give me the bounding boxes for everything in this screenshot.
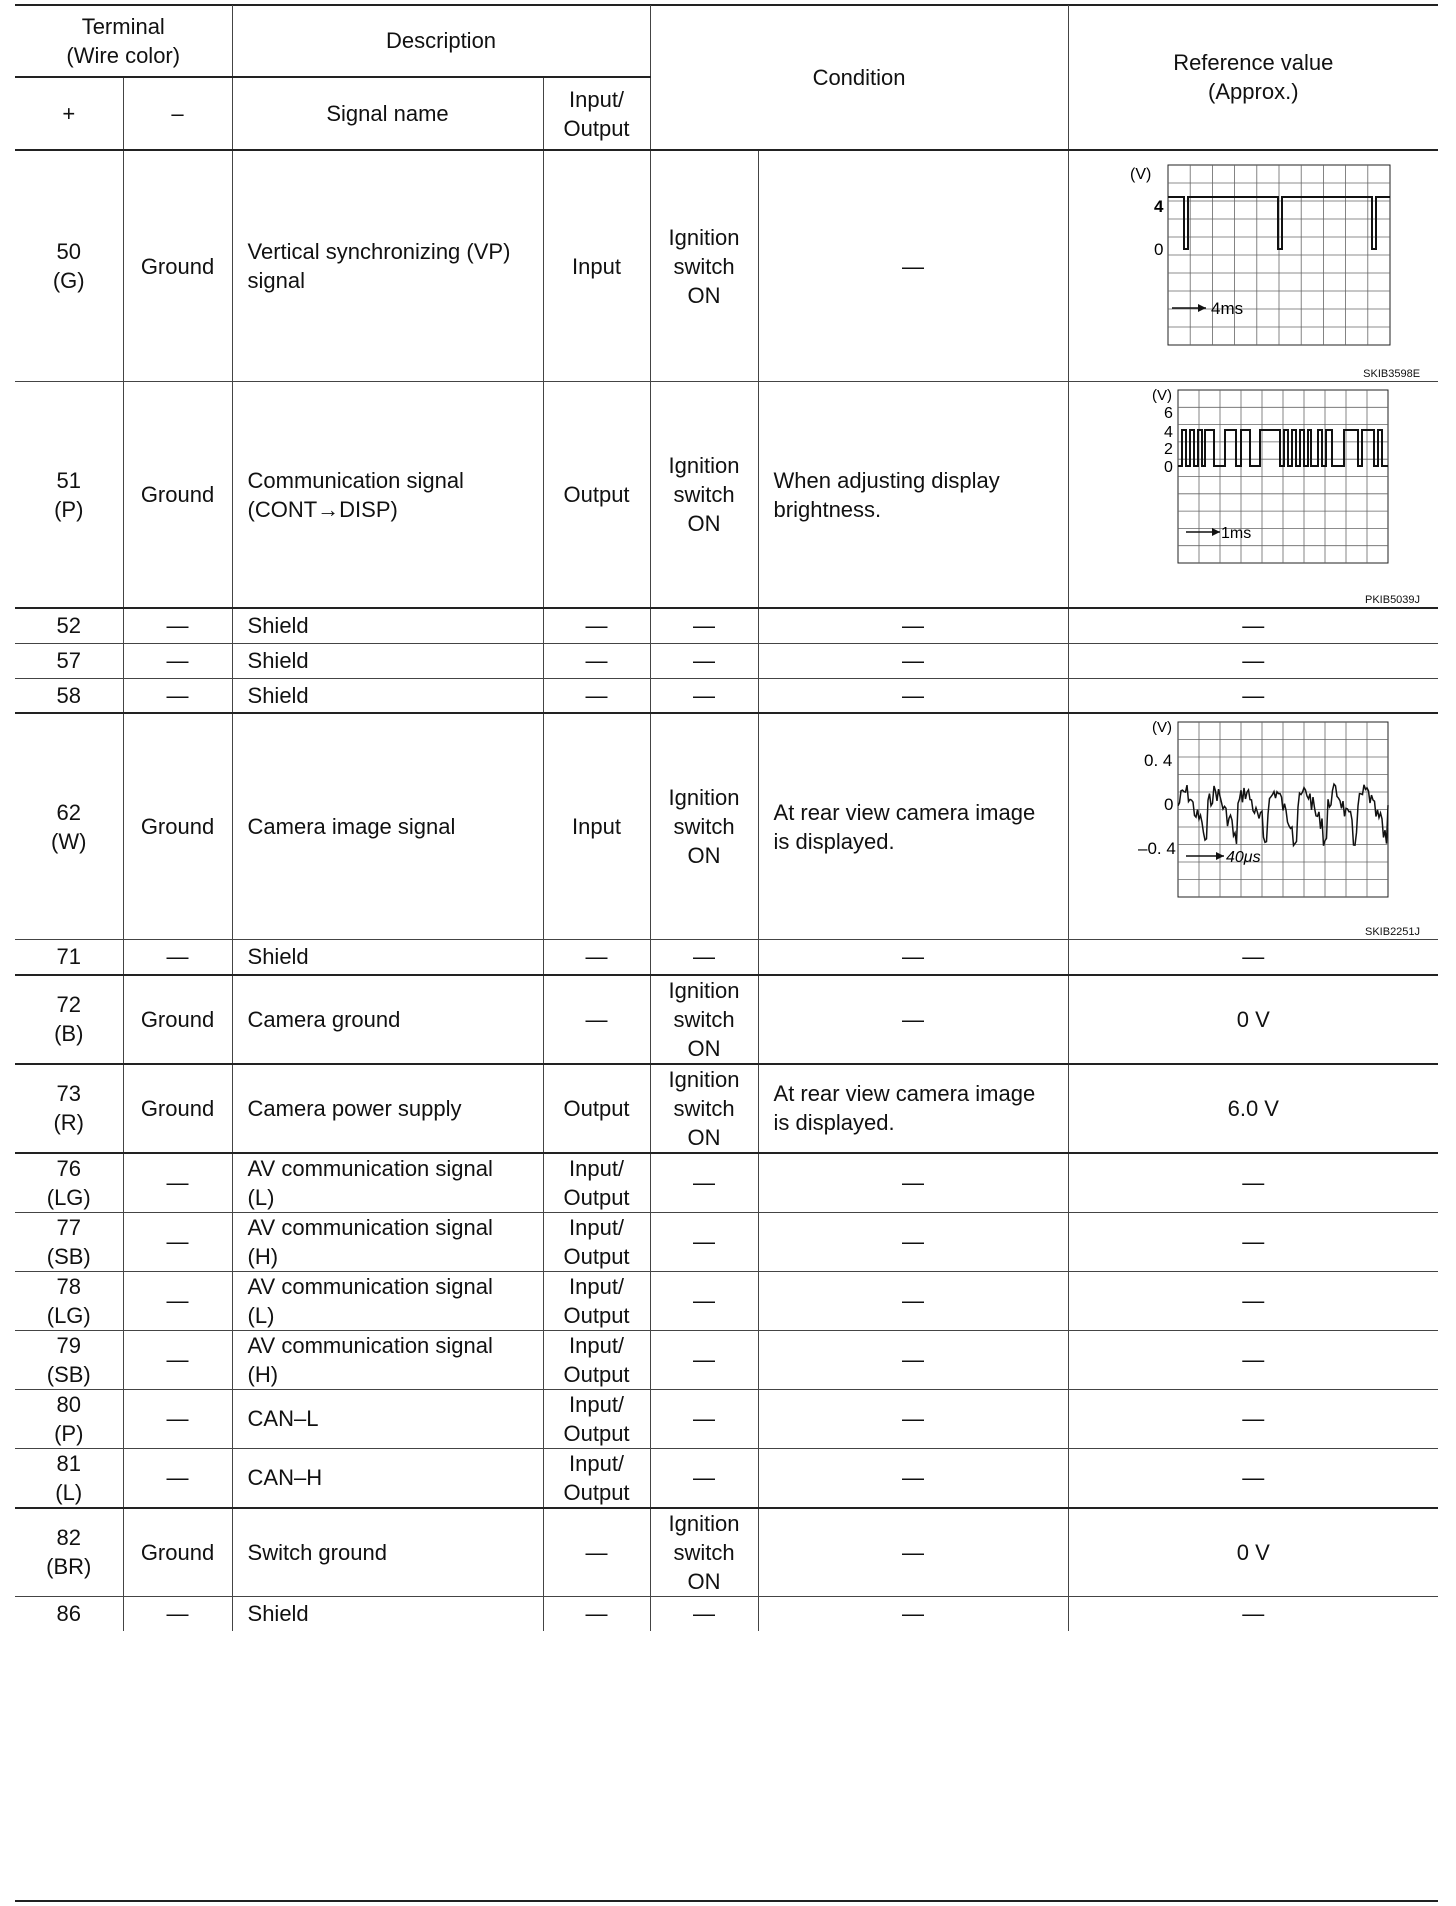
y-tick: 2 [1164, 441, 1174, 458]
condition-detail-cell [758, 1271, 1068, 1330]
reference-value-cell [1068, 1212, 1438, 1271]
signal-name-cell [232, 1153, 543, 1213]
terminal-minus-cell [123, 713, 232, 940]
input-output-cell [543, 382, 650, 609]
condition-detail-cell [758, 1448, 1068, 1508]
cell-text: — [585, 1539, 608, 1565]
cell-text: — [902, 682, 925, 708]
cell-text: — [902, 1229, 925, 1254]
table-row [15, 1330, 1438, 1389]
condition-switch-cell [650, 1389, 758, 1448]
cell-text: — [902, 1288, 925, 1313]
cell-text: — [166, 648, 189, 673]
cell-text: — [166, 1465, 189, 1490]
cell-text: 0 V [1236, 1539, 1270, 1565]
terminal-reference-table [15, 5, 1438, 1631]
condition-detail-cell [758, 678, 1068, 713]
cell-text: — [902, 1347, 925, 1372]
figure-code: PKIB5039J [1365, 594, 1421, 606]
signal-name-cell [232, 1064, 543, 1153]
terminal-plus-cell [15, 643, 123, 678]
input-output-cell [543, 643, 650, 678]
cell-text: Input/ Output [563, 1450, 630, 1505]
table-row [15, 1153, 1438, 1213]
signal-name-cell [232, 1508, 543, 1597]
cell-text: AV communication signal (L) [247, 1155, 493, 1210]
table-row [15, 1448, 1438, 1508]
cell-text: — [1242, 648, 1265, 673]
unit-label: (V) [1152, 719, 1173, 736]
condition-detail-cell [758, 150, 1068, 382]
cell-text: Ground [140, 1095, 215, 1121]
plus-header: + [15, 77, 123, 150]
terminal-minus-cell [123, 382, 232, 609]
cell-text: — [585, 1006, 608, 1032]
input-output-header: Input/ Output [543, 77, 650, 150]
table-row [15, 1508, 1438, 1597]
reference-value-cell [1068, 1508, 1438, 1597]
cell-text: At rear view camera image is displayed. [773, 799, 1036, 854]
bottom-rule [15, 1900, 1438, 1902]
description-header: Description [232, 5, 650, 77]
cell-text: Vertical synchronizing (VP) signal [247, 239, 511, 293]
table-row [15, 1064, 1438, 1153]
terminal-plus-cell [15, 975, 123, 1064]
oscilloscope-waveform-comm [1108, 382, 1398, 587]
cell-text: Ground [140, 1539, 215, 1565]
cell-text: — [693, 1347, 716, 1372]
condition-switch-cell [650, 150, 758, 382]
cell-text: — [585, 1601, 608, 1627]
reference-value-cell [1068, 150, 1438, 382]
table-row [15, 1596, 1438, 1631]
cell-text: 80 (P) [54, 1391, 84, 1446]
table-row [15, 940, 1438, 975]
cell-text: 76 (LG) [46, 1155, 91, 1210]
cell-text: Ground [140, 1006, 215, 1032]
cell-text: Input [572, 253, 621, 279]
cell-text: Input/ Output [563, 1214, 630, 1269]
terminal-minus-cell [123, 1508, 232, 1597]
cell-text: — [1242, 1288, 1265, 1313]
input-output-cell [543, 678, 650, 713]
condition-switch-cell [650, 975, 758, 1064]
cell-text: Communication signal (CONT→DISP) [247, 467, 464, 522]
cell-text: — [1242, 1465, 1265, 1490]
cell-text: — [166, 682, 189, 708]
cell-text: — [902, 1170, 925, 1195]
terminal-minus-cell [123, 1389, 232, 1448]
terminal-minus-cell [123, 678, 232, 713]
condition-detail-cell [758, 1330, 1068, 1389]
terminal-plus-cell [15, 713, 123, 940]
cell-text: — [693, 1406, 716, 1431]
terminal-plus-cell [15, 1596, 123, 1631]
reference-value-cell [1068, 1389, 1438, 1448]
cell-text: Camera power supply [247, 1095, 462, 1121]
cell-text: — [693, 648, 716, 673]
cell-text: — [166, 1406, 189, 1431]
condition-detail-cell [758, 1153, 1068, 1213]
reference-value-cell [1068, 643, 1438, 678]
y-tick: 0 [1164, 795, 1174, 814]
input-output-cell [543, 1330, 650, 1389]
cell-text: Output [563, 1095, 630, 1121]
cell-text: — [693, 1288, 716, 1313]
condition-detail-cell [758, 975, 1068, 1064]
cell-text: At rear view camera image is displayed. [773, 1081, 1036, 1135]
terminal-minus-cell [123, 1153, 232, 1213]
condition-switch-cell [650, 940, 758, 975]
cell-text: — [693, 1465, 716, 1490]
signal-name-cell [232, 940, 543, 975]
input-output-cell [543, 1271, 650, 1330]
input-output-cell [543, 1596, 650, 1631]
input-output-cell [543, 1153, 650, 1213]
signal-name-cell [232, 1448, 543, 1508]
cell-text: — [1242, 1229, 1265, 1254]
cell-text: — [1242, 613, 1265, 639]
cell-text: — [902, 613, 925, 639]
cell-text: Ignition switch ON [668, 785, 740, 868]
terminal-plus-cell [15, 608, 123, 643]
condition-switch-cell [650, 1064, 758, 1153]
time-label: 4ms [1211, 299, 1244, 318]
cell-text: Ground [140, 814, 215, 839]
cell-text: — [585, 682, 608, 708]
cell-text: — [166, 944, 189, 970]
cell-text: — [1242, 944, 1265, 970]
condition-switch-cell [650, 1508, 758, 1597]
cell-text: Shield [247, 944, 309, 970]
cell-text: Input/ Output [563, 1155, 630, 1210]
signal-name-cell [232, 608, 543, 643]
cell-text: Output [563, 482, 630, 507]
signal-name-cell [232, 1271, 543, 1330]
terminal-plus-cell [15, 1448, 123, 1508]
terminal-minus-cell [123, 150, 232, 382]
cell-text: 86 [56, 1601, 81, 1627]
signal-name-cell [232, 1212, 543, 1271]
table-row [15, 382, 1438, 609]
cell-text: — [693, 1601, 716, 1627]
terminal-minus-cell [123, 643, 232, 678]
input-output-cell [543, 1389, 650, 1448]
y-tick: 6 [1164, 405, 1174, 422]
condition-switch-cell [650, 713, 758, 940]
reference-value-cell [1068, 608, 1438, 643]
table-row [15, 713, 1438, 940]
condition-header: Condition [650, 5, 1068, 150]
cell-text: AV communication signal (H) [247, 1214, 493, 1269]
cell-text: Input/ Output [563, 1391, 630, 1446]
cell-text: — [1242, 1406, 1265, 1431]
condition-detail-cell [758, 1508, 1068, 1597]
cell-text: Ignition switch ON [668, 224, 740, 308]
input-output-cell [543, 1064, 650, 1153]
condition-detail-cell [758, 1064, 1068, 1153]
y-tick: 4 [1154, 197, 1164, 216]
reference-value-cell [1068, 1153, 1438, 1213]
cell-text: — [693, 682, 716, 708]
condition-detail-cell [758, 1212, 1068, 1271]
cell-text: Shield [247, 1601, 309, 1627]
cell-text: — [693, 944, 716, 970]
condition-detail-cell [758, 713, 1068, 940]
oscilloscope-waveform-camera [1108, 714, 1398, 919]
reference-value-cell [1068, 713, 1438, 940]
cell-text: — [166, 1229, 189, 1254]
terminal-plus-cell [15, 150, 123, 382]
signal-name-cell [232, 382, 543, 609]
cell-text: 82 (BR) [46, 1525, 92, 1579]
cell-text: 78 (LG) [46, 1273, 91, 1328]
cell-text: 6.0 V [1227, 1095, 1279, 1121]
y-tick: 0 [1154, 240, 1164, 259]
oscilloscope-waveform-vp [1108, 151, 1398, 361]
unit-label: (V) [1130, 166, 1152, 183]
cell-text: — [902, 1406, 925, 1431]
cell-text: 52 [56, 613, 81, 639]
cell-text: Ignition switch ON [668, 977, 740, 1061]
table-row [15, 608, 1438, 643]
cell-text: AV communication signal (L) [247, 1273, 493, 1328]
cell-text: Ground [140, 253, 215, 279]
cell-text: When adjusting display brightness. [773, 467, 1000, 522]
condition-switch-cell [650, 1448, 758, 1508]
input-output-cell [543, 975, 650, 1064]
cell-text: Input/ Output [563, 1273, 630, 1328]
condition-switch-cell [650, 382, 758, 609]
cell-text: — [902, 1465, 925, 1490]
cell-text: 51 (P) [54, 467, 84, 522]
table-row [15, 1212, 1438, 1271]
terminal-plus-cell [15, 678, 123, 713]
cell-text: 81 (L) [55, 1450, 83, 1505]
signal-name-cell [232, 1330, 543, 1389]
cell-text: — [1242, 1601, 1265, 1627]
input-output-cell [543, 940, 650, 975]
terminal-plus-cell [15, 382, 123, 609]
terminal-header: Terminal (Wire color) [15, 5, 232, 77]
signal-name-cell [232, 713, 543, 940]
table-row [15, 643, 1438, 678]
reference-header: Reference value (Approx.) [1068, 5, 1438, 150]
condition-detail-cell [758, 1389, 1068, 1448]
signal-name-header: Signal name [232, 77, 543, 150]
terminal-plus-cell [15, 940, 123, 975]
cell-text: Ignition switch ON [668, 1066, 740, 1150]
terminal-minus-cell [123, 608, 232, 643]
cell-text: — [693, 1229, 716, 1254]
cell-text: — [166, 1288, 189, 1313]
cell-text: — [1242, 682, 1265, 708]
reference-value-cell [1068, 1596, 1438, 1631]
terminal-plus-cell [15, 1508, 123, 1597]
cell-text: Shield [247, 613, 309, 639]
signal-name-cell [232, 643, 543, 678]
terminal-minus-cell [123, 1330, 232, 1389]
reference-value-cell [1068, 975, 1438, 1064]
cell-text: Shield [247, 648, 309, 673]
cell-text: 72 (B) [54, 992, 84, 1046]
cell-text: — [1242, 1347, 1265, 1372]
cell-text: — [693, 1170, 716, 1195]
input-output-cell [543, 150, 650, 382]
table-row [15, 678, 1438, 713]
terminal-minus-cell [123, 1448, 232, 1508]
y-tick: –0. 4 [1138, 839, 1177, 858]
terminal-minus-cell [123, 975, 232, 1064]
terminal-minus-cell [123, 940, 232, 975]
input-output-cell [543, 1508, 650, 1597]
cell-text: CAN–L [247, 1406, 319, 1431]
cell-text: — [166, 613, 189, 639]
signal-name-cell [232, 678, 543, 713]
cell-text: 79 (SB) [46, 1332, 91, 1387]
y-tick: 0. 4 [1144, 751, 1173, 770]
condition-switch-cell [650, 1596, 758, 1631]
cell-text: 58 [56, 682, 81, 708]
reference-value-cell [1068, 382, 1438, 609]
unit-label: (V) [1152, 387, 1173, 404]
cell-text: 71 [56, 944, 81, 970]
input-output-cell [543, 713, 650, 940]
y-tick: 4 [1164, 424, 1174, 441]
condition-detail-cell [758, 940, 1068, 975]
reference-value-cell [1068, 678, 1438, 713]
signal-name-cell [232, 1389, 543, 1448]
condition-switch-cell [650, 1212, 758, 1271]
terminal-plus-cell [15, 1212, 123, 1271]
terminal-plus-cell [15, 1330, 123, 1389]
y-tick: 0 [1164, 459, 1174, 476]
terminal-plus-cell [15, 1153, 123, 1213]
input-output-cell [543, 1448, 650, 1508]
cell-text: 57 [56, 648, 81, 673]
cell-text: AV communication signal (H) [247, 1332, 493, 1387]
cell-text: 50 (G) [52, 239, 85, 293]
cell-text: — [585, 648, 608, 673]
table-row [15, 150, 1438, 382]
cell-text: — [902, 1006, 925, 1032]
reference-value-cell [1068, 940, 1438, 975]
cell-text: — [902, 1601, 925, 1627]
terminal-minus-cell [123, 1596, 232, 1631]
table-row [15, 1271, 1438, 1330]
condition-switch-cell [650, 1153, 758, 1213]
figure-code: SKIB2251J [1365, 926, 1421, 938]
cell-text: Camera ground [247, 1006, 401, 1032]
cell-text: 62 (W) [51, 799, 87, 854]
condition-detail-cell [758, 608, 1068, 643]
condition-detail-cell [758, 382, 1068, 609]
table-row [15, 1389, 1438, 1448]
cell-text: — [902, 253, 925, 279]
table-row [15, 975, 1438, 1064]
cell-text: Ground [140, 482, 215, 507]
cell-text: 0 V [1236, 1006, 1270, 1032]
terminal-minus-cell [123, 1271, 232, 1330]
figure-code: SKIB3598E [1363, 368, 1421, 380]
signal-name-cell [232, 1596, 543, 1631]
reference-value-cell [1068, 1271, 1438, 1330]
condition-switch-cell [650, 678, 758, 713]
cell-text: Ignition switch ON [668, 453, 740, 536]
terminal-minus-cell [123, 1064, 232, 1153]
condition-switch-cell [650, 1271, 758, 1330]
terminal-minus-cell [123, 1212, 232, 1271]
cell-text: CAN–H [247, 1465, 323, 1490]
time-label: 1ms [1221, 525, 1252, 542]
input-output-cell [543, 608, 650, 643]
minus-header: – [123, 77, 232, 150]
cell-text: Input [572, 814, 621, 839]
reference-value-cell [1068, 1330, 1438, 1389]
condition-detail-cell [758, 643, 1068, 678]
cell-text: — [902, 944, 925, 970]
reference-value-cell [1068, 1448, 1438, 1508]
input-output-cell [543, 1212, 650, 1271]
cell-text: — [166, 1347, 189, 1372]
cell-text: Camera image signal [247, 814, 456, 839]
cell-text: Shield [247, 682, 309, 708]
cell-text: 73 (R) [53, 1081, 85, 1135]
cell-text: — [902, 648, 925, 673]
terminal-plus-cell [15, 1271, 123, 1330]
cell-text: Ignition switch ON [668, 1510, 740, 1594]
cell-text: — [902, 1539, 925, 1565]
cell-text: — [166, 1601, 189, 1627]
cell-text: — [585, 944, 608, 970]
cell-text: Input/ Output [563, 1332, 630, 1387]
cell-text: — [1242, 1170, 1265, 1195]
signal-name-cell [232, 150, 543, 382]
terminal-plus-cell [15, 1064, 123, 1153]
time-label: 40μs [1226, 849, 1261, 866]
cell-text: — [693, 613, 716, 639]
cell-text: Switch ground [247, 1539, 387, 1565]
condition-switch-cell [650, 643, 758, 678]
cell-text: 77 (SB) [46, 1214, 91, 1269]
reference-value-cell [1068, 1064, 1438, 1153]
terminal-plus-cell [15, 1389, 123, 1448]
condition-detail-cell [758, 1596, 1068, 1631]
signal-name-cell [232, 975, 543, 1064]
cell-text: — [166, 1170, 189, 1195]
condition-switch-cell [650, 1330, 758, 1389]
cell-text: — [585, 613, 608, 639]
condition-switch-cell [650, 608, 758, 643]
